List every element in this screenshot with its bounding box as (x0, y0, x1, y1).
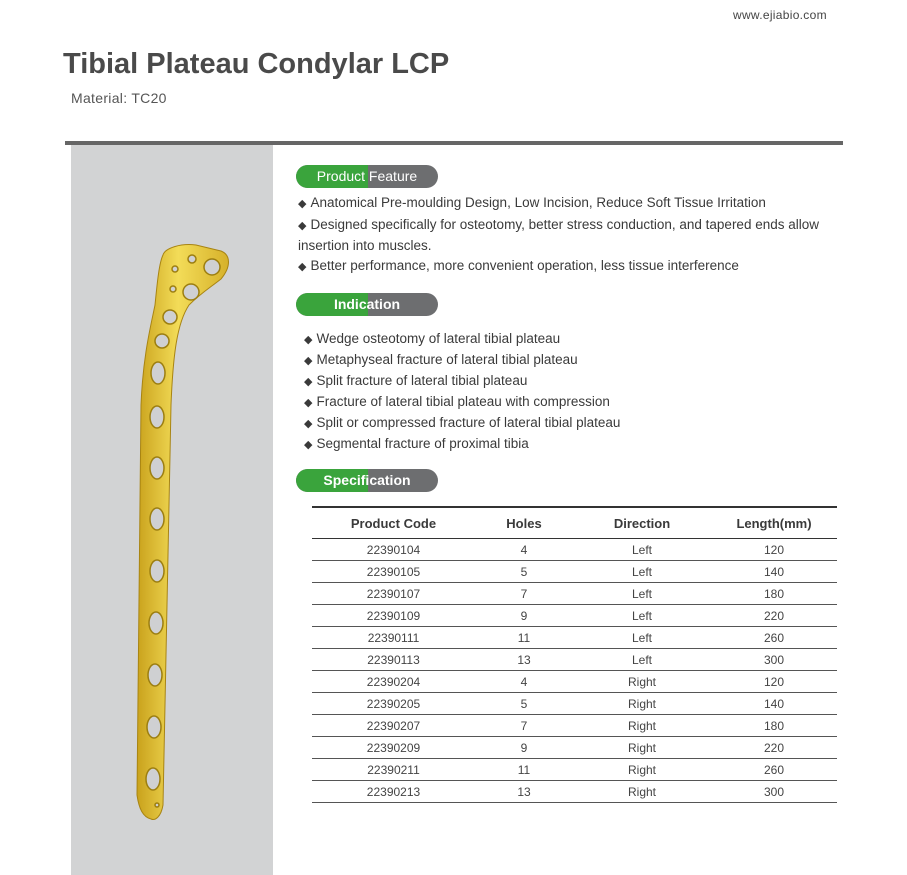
length-cell: 300 (711, 781, 837, 803)
length-cell: 120 (711, 539, 837, 561)
direction-cell: Left (573, 561, 711, 583)
holes-cell: 5 (475, 561, 573, 583)
table-row (312, 627, 837, 649)
holes-cell: 9 (475, 737, 573, 759)
bone-plate-image (71, 145, 273, 875)
table-row (312, 539, 837, 561)
holes-cell: 9 (475, 605, 573, 627)
indication-item: ◆ Split or compressed fracture of lateral tibial plateau (304, 415, 621, 430)
holes-cell: 11 (475, 759, 573, 781)
indication-item: ◆ Split fracture of lateral tibial plateau (304, 373, 528, 388)
feature-list (298, 193, 846, 277)
product-code-cell: 22390104 (312, 539, 475, 561)
table-row (312, 561, 837, 583)
indication-item: ◆ Segmental fracture of proximal tibia (304, 436, 529, 451)
holes-cell: 13 (475, 781, 573, 803)
diamond-bullet-icon: ◆ (304, 418, 313, 430)
direction-cell: Left (573, 583, 711, 605)
diamond-bullet-icon: ◆ (304, 355, 313, 367)
indication-item: ◆ Wedge osteotomy of lateral tibial plateau (304, 331, 561, 346)
direction-cell: Right (573, 671, 711, 693)
feature-item: ◆ Anatomical Pre-moulding Design, Low Incision, Reduce Soft Tissue Irritation (298, 195, 766, 210)
direction-cell: Left (573, 627, 711, 649)
table-row (312, 693, 837, 715)
feature-item: ◆ Designed specifically for osteotomy, better stress conduction, and tapered ends allow insertion into muscles. (298, 216, 819, 253)
direction-cell: Right (573, 715, 711, 737)
length-cell: 260 (711, 759, 837, 781)
length-cell: 180 (711, 715, 837, 737)
indication-list (304, 329, 620, 455)
product-code-cell: 22390107 (312, 583, 475, 605)
length-cell: 120 (711, 671, 837, 693)
diamond-bullet-icon: ◆ (298, 260, 307, 273)
table-header-row (312, 507, 837, 539)
table-row (312, 605, 837, 627)
diamond-bullet-icon: ◆ (304, 397, 313, 409)
length-cell: 220 (711, 737, 837, 759)
table-row (312, 781, 837, 803)
diamond-bullet-icon: ◆ (298, 198, 307, 210)
table-row (312, 715, 837, 737)
length-cell: 140 (711, 561, 837, 583)
material-label: Material: TC20 (71, 90, 167, 106)
feature-item: ◆ Better performance, more convenient operation, less tissue interference (298, 257, 739, 273)
diamond-bullet-icon: ◆ (304, 439, 313, 451)
holes-cell: 4 (475, 671, 573, 693)
direction-cell: Right (573, 781, 711, 803)
table-row (312, 671, 837, 693)
holes-cell: 4 (475, 539, 573, 561)
specification-table (312, 506, 837, 803)
diamond-bullet-icon: ◆ (304, 376, 313, 388)
header-length: Length(mm) (711, 507, 837, 539)
website-url: www.ejiabio.com (733, 8, 827, 22)
page-title: Tibial Plateau Condylar LCP (63, 48, 450, 80)
direction-cell: Left (573, 539, 711, 561)
length-cell: 220 (711, 605, 837, 627)
product-code-cell: 22390105 (312, 561, 475, 583)
indication-item: ◆ Metaphyseal fracture of lateral tibial plateau (304, 352, 578, 367)
length-cell: 260 (711, 627, 837, 649)
header-holes: Holes (475, 507, 573, 539)
section-header-feature: Product Feature (296, 165, 438, 188)
header-product-code: Product Code (312, 507, 475, 539)
holes-cell: 5 (475, 693, 573, 715)
length-cell: 300 (711, 649, 837, 671)
product-image-panel (71, 145, 273, 875)
table-row (312, 583, 837, 605)
holes-cell: 7 (475, 583, 573, 605)
holes-cell: 7 (475, 715, 573, 737)
indication-item: ◆ Fracture of lateral tibial plateau with compression (304, 394, 610, 409)
product-code-cell: 22390205 (312, 693, 475, 715)
section-header-specification: Specification (296, 469, 438, 492)
direction-cell: Right (573, 759, 711, 781)
table-row (312, 737, 837, 759)
section-header-indication: Indication (296, 293, 438, 316)
direction-cell: Right (573, 693, 711, 715)
table-row (312, 649, 837, 671)
header-direction: Direction (573, 507, 711, 539)
diamond-bullet-icon: ◆ (298, 219, 307, 232)
product-code-cell: 22390207 (312, 715, 475, 737)
direction-cell: Left (573, 605, 711, 627)
product-code-cell: 22390211 (312, 759, 475, 781)
length-cell: 140 (711, 693, 837, 715)
product-code-cell: 22390113 (312, 649, 475, 671)
product-code-cell: 22390204 (312, 671, 475, 693)
diamond-bullet-icon: ◆ (304, 334, 313, 346)
holes-cell: 13 (475, 649, 573, 671)
holes-cell: 11 (475, 627, 573, 649)
product-code-cell: 22390213 (312, 781, 475, 803)
product-code-cell: 22390111 (312, 627, 475, 649)
table-row (312, 759, 837, 781)
length-cell: 180 (711, 583, 837, 605)
product-code-cell: 22390209 (312, 737, 475, 759)
product-code-cell: 22390109 (312, 605, 475, 627)
direction-cell: Right (573, 737, 711, 759)
direction-cell: Left (573, 649, 711, 671)
